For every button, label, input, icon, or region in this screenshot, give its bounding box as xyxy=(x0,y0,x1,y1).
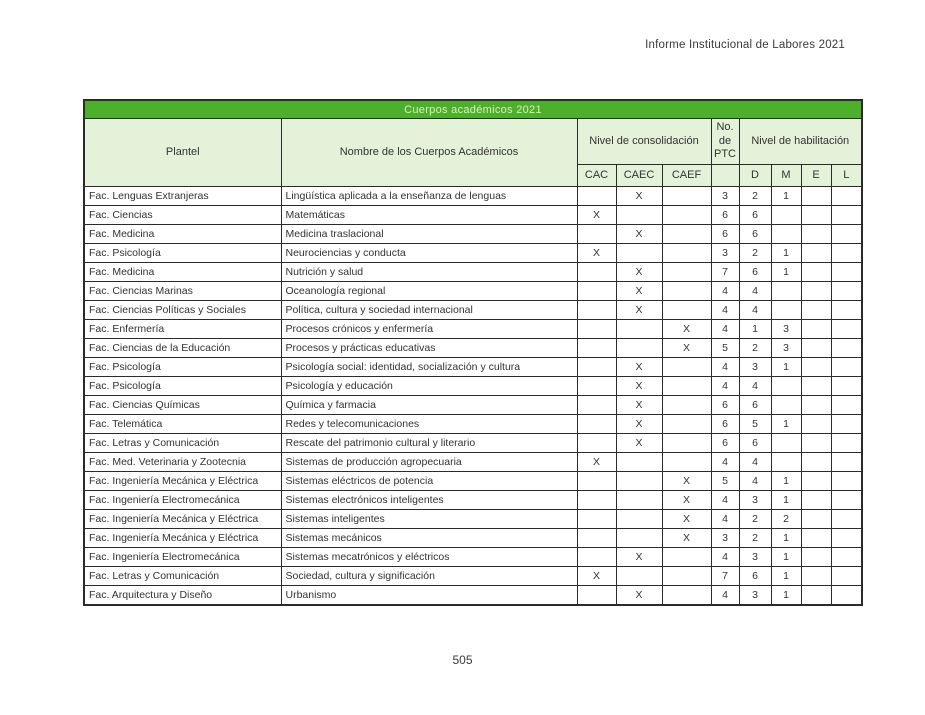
cell-m: 1 xyxy=(771,415,801,434)
cell-nombre: Matemáticas xyxy=(281,206,577,225)
cell-d: 3 xyxy=(739,586,771,605)
cuerpos-academicos-table-wrap xyxy=(83,99,861,606)
cell-e xyxy=(801,301,831,320)
cell-caec: X xyxy=(616,358,662,377)
cell-m xyxy=(771,434,801,453)
cell-caef xyxy=(662,586,711,605)
table-row xyxy=(84,415,862,434)
cell-caef: X xyxy=(662,339,711,358)
cell-l xyxy=(831,187,862,206)
subheader-m: M xyxy=(771,165,801,187)
cell-ptc: 7 xyxy=(711,263,739,282)
cell-nombre: Medicina traslacional xyxy=(281,225,577,244)
cell-l xyxy=(831,586,862,605)
cell-ptc: 3 xyxy=(711,244,739,263)
cell-d: 3 xyxy=(739,548,771,567)
cell-nombre: Lingüística aplicada a la enseñanza de lenguas xyxy=(281,187,577,206)
cell-m: 1 xyxy=(771,548,801,567)
cell-l xyxy=(831,225,862,244)
cell-l xyxy=(831,282,862,301)
cell-cac: X xyxy=(577,206,616,225)
cell-caef xyxy=(662,244,711,263)
subheader-caef: CAEF xyxy=(662,165,711,187)
cell-caef xyxy=(662,263,711,282)
cell-plantel: Fac. Ingeniería Electromecánica xyxy=(84,491,281,510)
cell-caec xyxy=(616,244,662,263)
cell-ptc: 5 xyxy=(711,472,739,491)
cell-cac xyxy=(577,548,616,567)
cell-e xyxy=(801,567,831,586)
cell-d: 2 xyxy=(739,339,771,358)
cell-plantel: Fac. Medicina xyxy=(84,263,281,282)
table-row xyxy=(84,548,862,567)
cell-caef xyxy=(662,567,711,586)
cell-plantel: Fac. Ingeniería Mecánica y Eléctrica xyxy=(84,472,281,491)
cell-caec xyxy=(616,491,662,510)
cell-e xyxy=(801,339,831,358)
cell-nombre: Procesos crónicos y enfermería xyxy=(281,320,577,339)
cell-ptc: 4 xyxy=(711,491,739,510)
table-row xyxy=(84,244,862,263)
cell-nombre: Sistemas mecánicos xyxy=(281,529,577,548)
subheader-e: E xyxy=(801,165,831,187)
cell-e xyxy=(801,491,831,510)
cell-nombre: Química y farmacia xyxy=(281,396,577,415)
cell-m xyxy=(771,282,801,301)
subheader-caec: CAEC xyxy=(616,165,662,187)
cell-e xyxy=(801,586,831,605)
cell-cac xyxy=(577,586,616,605)
cell-d: 4 xyxy=(739,301,771,320)
cell-nombre: Sistemas de producción agropecuaria xyxy=(281,453,577,472)
table-row xyxy=(84,301,862,320)
cell-e xyxy=(801,282,831,301)
cell-caef xyxy=(662,377,711,396)
cell-d: 6 xyxy=(739,396,771,415)
cell-m: 1 xyxy=(771,491,801,510)
cell-nombre: Nutrición y salud xyxy=(281,263,577,282)
cell-caec xyxy=(616,529,662,548)
cell-l xyxy=(831,339,862,358)
cell-d: 2 xyxy=(739,529,771,548)
cell-nombre: Sistemas electrónicos inteligentes xyxy=(281,491,577,510)
table-row xyxy=(84,282,862,301)
cell-cac: X xyxy=(577,567,616,586)
subheader-cac: CAC xyxy=(577,165,616,187)
cell-caef: X xyxy=(662,510,711,529)
table-row xyxy=(84,396,862,415)
cell-nombre: Sistemas eléctricos de potencia xyxy=(281,472,577,491)
cell-plantel: Fac. Ingeniería Mecánica y Eléctrica xyxy=(84,529,281,548)
cell-caef xyxy=(662,206,711,225)
cell-caef xyxy=(662,187,711,206)
cell-caec xyxy=(616,320,662,339)
cell-plantel: Fac. Ingeniería Electromecánica xyxy=(84,548,281,567)
table-row xyxy=(84,510,862,529)
cell-ptc: 6 xyxy=(711,225,739,244)
cell-nombre: Procesos y prácticas educativas xyxy=(281,339,577,358)
cell-caef xyxy=(662,282,711,301)
subheader-d: D xyxy=(739,165,771,187)
cell-d: 4 xyxy=(739,472,771,491)
cell-l xyxy=(831,434,862,453)
cell-ptc: 7 xyxy=(711,567,739,586)
cell-caec: X xyxy=(616,396,662,415)
cell-m: 1 xyxy=(771,586,801,605)
cell-caef xyxy=(662,415,711,434)
cell-e xyxy=(801,415,831,434)
cell-plantel: Fac. Ciencias Marinas xyxy=(84,282,281,301)
column-header-ptc: No. de PTC xyxy=(711,119,739,165)
cell-d: 2 xyxy=(739,244,771,263)
cell-nombre: Política, cultura y sociedad internacional xyxy=(281,301,577,320)
cell-caef xyxy=(662,434,711,453)
cell-l xyxy=(831,415,862,434)
column-header-nombre: Nombre de los Cuerpos Académicos xyxy=(281,119,577,187)
cell-nombre: Sistemas mecatrónicos y eléctricos xyxy=(281,548,577,567)
table-body xyxy=(84,187,862,605)
cell-caec: X xyxy=(616,187,662,206)
cell-cac xyxy=(577,396,616,415)
cell-plantel: Fac. Ciencias de la Educación xyxy=(84,339,281,358)
cell-l xyxy=(831,301,862,320)
cell-l xyxy=(831,548,862,567)
cell-cac xyxy=(577,472,616,491)
cell-ptc: 4 xyxy=(711,358,739,377)
cell-l xyxy=(831,206,862,225)
cell-cac xyxy=(577,320,616,339)
cell-l xyxy=(831,358,862,377)
page-number: 505 xyxy=(452,653,473,667)
cell-cac xyxy=(577,358,616,377)
cell-plantel: Fac. Lenguas Extranjeras xyxy=(84,187,281,206)
cell-l xyxy=(831,244,862,263)
cell-plantel: Fac. Telemática xyxy=(84,415,281,434)
cell-plantel: Fac. Ciencias Políticas y Sociales xyxy=(84,301,281,320)
cell-plantel: Fac. Psicología xyxy=(84,377,281,396)
cell-m xyxy=(771,377,801,396)
cell-e xyxy=(801,529,831,548)
cell-l xyxy=(831,320,862,339)
cell-e xyxy=(801,187,831,206)
cell-e xyxy=(801,358,831,377)
cell-ptc: 6 xyxy=(711,396,739,415)
cuerpos-academicos-table xyxy=(83,99,863,606)
cell-ptc: 6 xyxy=(711,415,739,434)
cell-nombre: Psicología social: identidad, socialización y cultura xyxy=(281,358,577,377)
cell-plantel: Fac. Ciencias xyxy=(84,206,281,225)
cell-m: 3 xyxy=(771,320,801,339)
cell-plantel: Fac. Psicología xyxy=(84,244,281,263)
cell-m: 1 xyxy=(771,244,801,263)
cell-d: 5 xyxy=(739,415,771,434)
cell-plantel: Fac. Ingeniería Mecánica y Eléctrica xyxy=(84,510,281,529)
cell-caef xyxy=(662,453,711,472)
column-header-plantel: Plantel xyxy=(84,119,281,187)
cell-plantel: Fac. Medicina xyxy=(84,225,281,244)
table-row xyxy=(84,434,862,453)
table-row xyxy=(84,491,862,510)
cell-m: 1 xyxy=(771,567,801,586)
cell-d: 6 xyxy=(739,567,771,586)
cell-ptc: 4 xyxy=(711,453,739,472)
cell-m: 1 xyxy=(771,358,801,377)
table-title: Cuerpos académicos 2021 xyxy=(84,100,862,119)
cell-l xyxy=(831,510,862,529)
cell-caec xyxy=(616,472,662,491)
cell-l xyxy=(831,263,862,282)
cell-m: 1 xyxy=(771,529,801,548)
column-header-consolidacion: Nivel de consolidación xyxy=(577,119,711,165)
cell-l xyxy=(831,377,862,396)
cell-caef: X xyxy=(662,529,711,548)
cell-d: 3 xyxy=(739,491,771,510)
cell-m xyxy=(771,301,801,320)
cell-d: 4 xyxy=(739,377,771,396)
cell-ptc: 4 xyxy=(711,510,739,529)
cell-e xyxy=(801,206,831,225)
cell-e xyxy=(801,320,831,339)
cell-m xyxy=(771,396,801,415)
table-row xyxy=(84,529,862,548)
cell-cac xyxy=(577,377,616,396)
cell-nombre: Oceanología regional xyxy=(281,282,577,301)
cell-m: 2 xyxy=(771,510,801,529)
cell-ptc: 4 xyxy=(711,548,739,567)
cell-caec xyxy=(616,510,662,529)
cell-d: 6 xyxy=(739,225,771,244)
cell-ptc: 6 xyxy=(711,434,739,453)
cell-ptc: 3 xyxy=(711,187,739,206)
cell-cac xyxy=(577,434,616,453)
cell-plantel: Fac. Psicología xyxy=(84,358,281,377)
column-header-habilitacion: Nivel de habilitación xyxy=(739,119,862,165)
cell-d: 2 xyxy=(739,510,771,529)
cell-e xyxy=(801,244,831,263)
cell-ptc: 4 xyxy=(711,377,739,396)
table-title-row xyxy=(84,100,862,119)
cell-d: 6 xyxy=(739,434,771,453)
cell-cac: X xyxy=(577,244,616,263)
cell-caef xyxy=(662,358,711,377)
table-row xyxy=(84,263,862,282)
cell-cac xyxy=(577,263,616,282)
cell-cac xyxy=(577,282,616,301)
cell-caef xyxy=(662,396,711,415)
cell-caec: X xyxy=(616,301,662,320)
cell-e xyxy=(801,225,831,244)
cell-nombre: Redes y telecomunicaciones xyxy=(281,415,577,434)
cell-l xyxy=(831,491,862,510)
cell-d: 3 xyxy=(739,358,771,377)
cell-d: 1 xyxy=(739,320,771,339)
cell-caec: X xyxy=(616,377,662,396)
cell-m: 3 xyxy=(771,339,801,358)
cell-e xyxy=(801,396,831,415)
cell-caec: X xyxy=(616,263,662,282)
cell-nombre: Psicología y educación xyxy=(281,377,577,396)
cell-caec: X xyxy=(616,548,662,567)
cell-nombre: Urbanismo xyxy=(281,586,577,605)
cell-l xyxy=(831,529,862,548)
cell-m xyxy=(771,453,801,472)
cell-e xyxy=(801,377,831,396)
cell-caef xyxy=(662,548,711,567)
table-row xyxy=(84,377,862,396)
subheader-ptc-empty xyxy=(711,165,739,187)
cell-d: 6 xyxy=(739,263,771,282)
cell-d: 6 xyxy=(739,206,771,225)
cell-caec: X xyxy=(616,586,662,605)
cell-cac xyxy=(577,225,616,244)
cell-caec xyxy=(616,339,662,358)
cell-ptc: 4 xyxy=(711,301,739,320)
cell-ptc: 5 xyxy=(711,339,739,358)
cell-caef xyxy=(662,301,711,320)
cell-e xyxy=(801,453,831,472)
cell-nombre: Rescate del patrimonio cultural y literario xyxy=(281,434,577,453)
table-row xyxy=(84,586,862,605)
cell-l xyxy=(831,396,862,415)
table-row xyxy=(84,453,862,472)
cell-l xyxy=(831,567,862,586)
cell-ptc: 3 xyxy=(711,529,739,548)
cell-m: 1 xyxy=(771,263,801,282)
cell-ptc: 4 xyxy=(711,282,739,301)
cell-caec xyxy=(616,567,662,586)
cell-plantel: Fac. Letras y Comunicación xyxy=(84,567,281,586)
table-row xyxy=(84,187,862,206)
cell-caec: X xyxy=(616,282,662,301)
cell-d: 4 xyxy=(739,282,771,301)
table-row xyxy=(84,206,862,225)
cell-caec xyxy=(616,206,662,225)
cell-caef: X xyxy=(662,472,711,491)
page-header-right: Informe Institucional de Labores 2021 xyxy=(645,39,845,51)
table-header-main-row xyxy=(84,119,862,165)
cell-caef xyxy=(662,225,711,244)
cell-cac: X xyxy=(577,453,616,472)
cell-cac xyxy=(577,415,616,434)
cell-e xyxy=(801,510,831,529)
cell-ptc: 6 xyxy=(711,206,739,225)
cell-cac xyxy=(577,301,616,320)
table-row xyxy=(84,567,862,586)
table-row xyxy=(84,320,862,339)
cell-plantel: Fac. Arquitectura y Diseño xyxy=(84,586,281,605)
cell-nombre: Neurociencias y conducta xyxy=(281,244,577,263)
cell-caec xyxy=(616,453,662,472)
cell-ptc: 4 xyxy=(711,586,739,605)
cell-plantel: Fac. Letras y Comunicación xyxy=(84,434,281,453)
cell-l xyxy=(831,472,862,491)
cell-ptc: 4 xyxy=(711,320,739,339)
cell-plantel: Fac. Med. Veterinaria y Zootecnia xyxy=(84,453,281,472)
cell-cac xyxy=(577,187,616,206)
cell-m: 1 xyxy=(771,187,801,206)
cell-m xyxy=(771,225,801,244)
table-row xyxy=(84,358,862,377)
cell-plantel: Fac. Enfermería xyxy=(84,320,281,339)
cell-m: 1 xyxy=(771,472,801,491)
cell-d: 4 xyxy=(739,453,771,472)
cell-e xyxy=(801,263,831,282)
cell-e xyxy=(801,472,831,491)
cell-caef: X xyxy=(662,491,711,510)
subheader-l: L xyxy=(831,165,862,187)
cell-nombre: Sociedad, cultura y significación xyxy=(281,567,577,586)
cell-caec: X xyxy=(616,225,662,244)
table-row xyxy=(84,225,862,244)
cell-e xyxy=(801,434,831,453)
cell-plantel: Fac. Ciencias Químicas xyxy=(84,396,281,415)
cell-cac xyxy=(577,529,616,548)
cell-cac xyxy=(577,491,616,510)
cell-caec: X xyxy=(616,415,662,434)
cell-caef: X xyxy=(662,320,711,339)
cell-nombre: Sistemas inteligentes xyxy=(281,510,577,529)
table-row xyxy=(84,339,862,358)
cell-l xyxy=(831,453,862,472)
cell-cac xyxy=(577,339,616,358)
cell-d: 2 xyxy=(739,187,771,206)
cell-e xyxy=(801,548,831,567)
cell-cac xyxy=(577,510,616,529)
cell-m xyxy=(771,206,801,225)
table-row xyxy=(84,472,862,491)
cell-caec: X xyxy=(616,434,662,453)
